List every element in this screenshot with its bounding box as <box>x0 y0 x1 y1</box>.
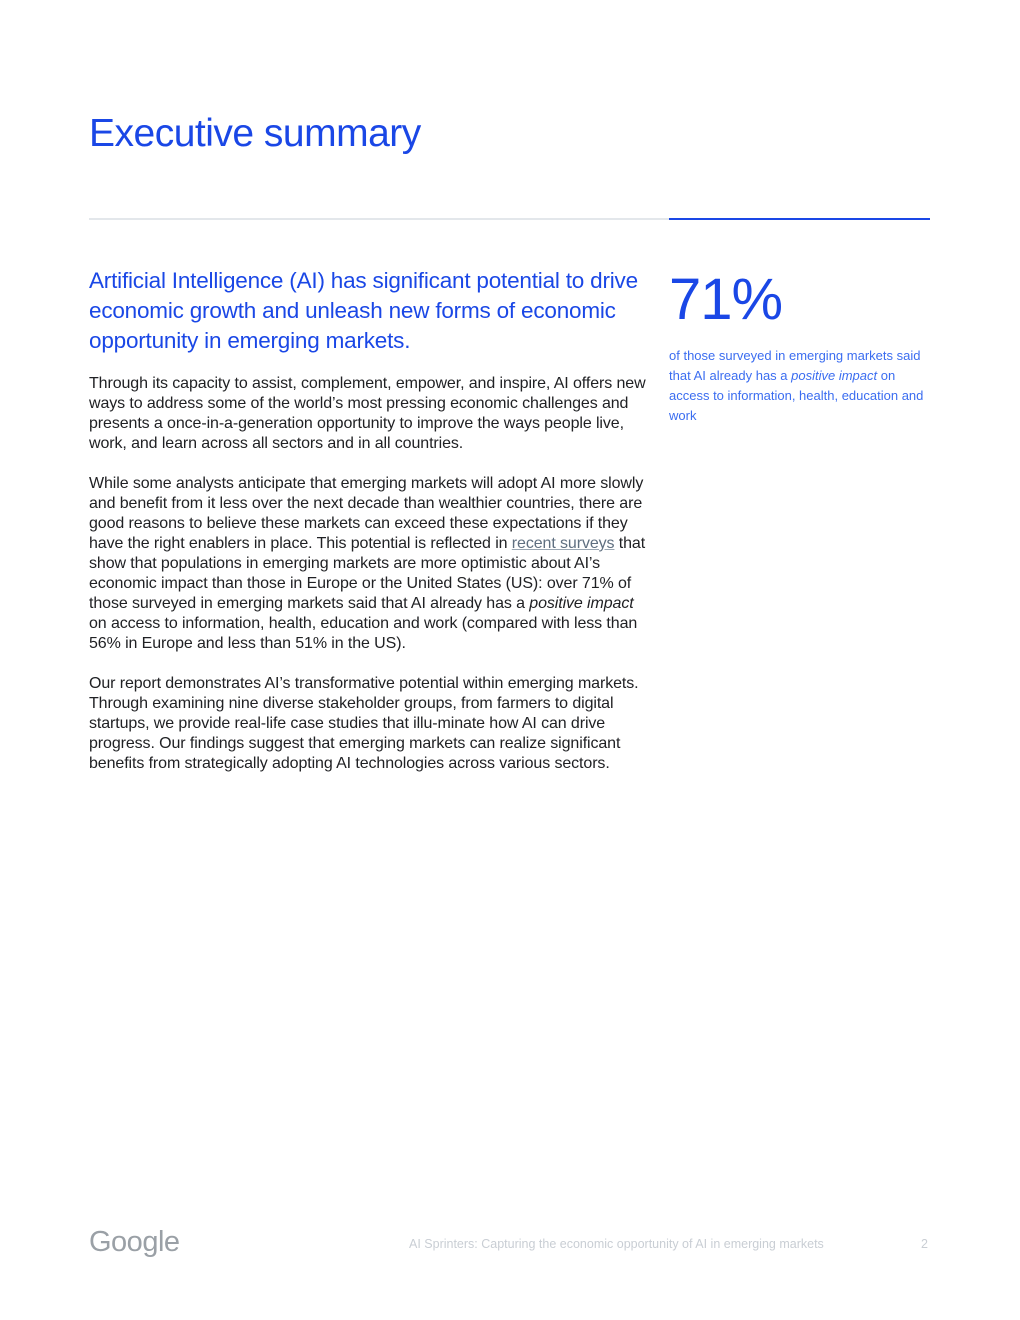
paragraph-2-part-c: on access to information, health, education and work (compared with less than 56% in Europe and less than 51% in the US). <box>89 615 638 652</box>
paragraph-2-part-a: While some analysts anticipate that emerging markets will adopt AI more slowly and benefit from it less over the next decade than wealthier countries, there are good reasons to believe these markets can exceed these expectations if they have the right enablers in place. This potential is reflected in <box>89 475 644 552</box>
header-divider-accent <box>669 218 930 220</box>
footer-report-title: AI Sprinters: Capturing the economic opportunity of AI in emerging markets <box>409 1237 824 1251</box>
stat-caption-part-a: of those surveyed in emerging markets said that AI already has a <box>669 348 921 383</box>
page-number: 2 <box>921 1237 928 1251</box>
paragraph-1: Through its capacity to assist, complement, empower, and inspire, AI offers new ways to address some of the world’s most pressing economic challenges and presents a once-in-a-generation opportunity to improve the ways people live, work, and learn across all sectors and in all countries. <box>89 375 646 452</box>
recent-surveys-link[interactable]: recent surveys <box>511 535 615 552</box>
paragraph-2-part-b: that show that populations in emerging markets are more optimistic about AI’s economic impact than those in Europe or the United States (US): over 71% of those surveyed in emerging markets said that AI already has a <box>89 535 646 612</box>
stat-caption <box>669 346 930 426</box>
lead-statement: Artificial Intelligence (AI) has significant potential to drive economic growth and unleash new forms of economic opportunity in emerging markets. <box>89 268 638 353</box>
stat-value: 71% <box>669 267 783 332</box>
stat-caption-part-b: on access to information, health, education and work <box>669 368 924 423</box>
paragraph-2-emphasis: positive impact <box>529 595 634 612</box>
paragraph-2 <box>89 474 649 654</box>
header-divider <box>89 218 669 220</box>
stat-callout <box>669 266 930 426</box>
page-title: Executive summary <box>89 112 421 155</box>
stat-caption-emphasis: positive impact <box>791 368 878 383</box>
paragraph-3: Our report demonstrates AI’s transformative potential within emerging markets. Through examining nine diverse stakeholder groups, from farmers to digital startups, we provide real-life case studies that illu-minate how AI can drive progress. Our findings suggest that emerging markets can realize significant benefits from strategically adopting AI technologies across various sectors. <box>89 675 639 772</box>
google-logo: Google <box>89 1226 180 1258</box>
main-column <box>89 266 649 794</box>
